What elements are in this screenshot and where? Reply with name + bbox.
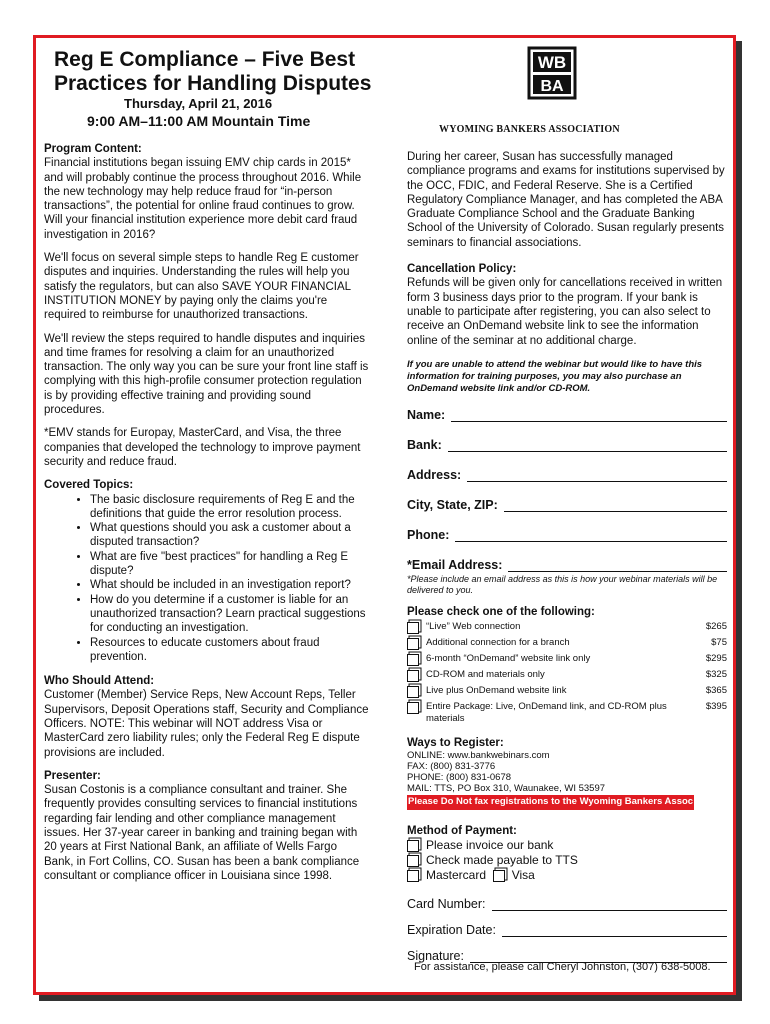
checkbox[interactable] bbox=[407, 855, 419, 867]
city-state-zip-field[interactable]: City, State, ZIP: bbox=[407, 494, 727, 512]
way-fax: FAX: (800) 831-3776 bbox=[407, 761, 496, 773]
topic-item: • What should be included in an investigation report? bbox=[90, 578, 369, 592]
topic-item: • Resources to educate customers about fraud prevention. bbox=[90, 636, 369, 665]
association-name: WYOMING BANKERS ASSOCIATION bbox=[439, 124, 620, 135]
email-field[interactable]: *Email Address: bbox=[407, 554, 727, 572]
pay-card-options[interactable]: Mastercard Visa bbox=[407, 868, 727, 883]
event-date: Thursday, April 21, 2016 bbox=[124, 96, 273, 111]
checkbox[interactable] bbox=[407, 702, 419, 714]
attend-heading: Who Should Attend: bbox=[44, 675, 155, 688]
program-paragraph: We'll review the steps required to handle disputes and inquiries and time frames for resolving a claim for an unauthorized transaction. The only way you can be sure your front line staff is complying with this high-profile consumer protection regulation is by providing effective training and providing sound procedures. bbox=[44, 332, 369, 417]
signature-field[interactable]: Signature: bbox=[407, 945, 727, 963]
options-heading: Please check one of the following: bbox=[407, 605, 595, 618]
address-field[interactable]: Address: bbox=[407, 464, 727, 482]
checkbox[interactable] bbox=[407, 670, 419, 682]
program-heading: Program Content: bbox=[44, 143, 142, 155]
way-mail: MAIL: TTS, PO Box 310, Waunakee, WI 53597 bbox=[407, 783, 606, 795]
checkbox[interactable] bbox=[407, 686, 419, 698]
cancellation-heading: Cancellation Policy: bbox=[407, 263, 517, 276]
pay-check-option[interactable]: Check made payable to TTS bbox=[407, 853, 727, 868]
presenter-text: Susan Costonis is a compliance consultant and trainer. She frequently provides consulting services to financial institutions regarding fair lending and other compliance management issues. Her 37-year career in banking and training began with 20 years at First National Bank, an affiliate of Wells Fargo Bank, in Fort Collins, CO. Susan has been a bank compliance consultant or compliance officer in Louisiana since 1998. bbox=[44, 784, 360, 882]
wba-logo bbox=[526, 45, 578, 101]
presenter-bio: During her career, Susan has successfully managed compliance programs and exams for institutions supervised by the OCC, FDIC, and Federal Reserve. She is a Certified Regulatory Compliance Manager, and has completed the ABA Graduate Compliance School and the Graduate Banking School of the University of Colorado. Susan regularly presents seminars to financial associations. bbox=[407, 151, 725, 249]
bank-field[interactable]: Bank: bbox=[407, 434, 727, 452]
topics-heading: Covered Topics: bbox=[44, 479, 134, 492]
checkbox[interactable] bbox=[407, 638, 419, 650]
right-column bbox=[407, 150, 727, 975]
pay-invoice-option[interactable]: Please invoice our bank bbox=[407, 838, 727, 853]
topics-list bbox=[44, 493, 369, 665]
emv-footnote: *EMV stands for Europay, MasterCard, and Visa, the three companies that developed the technology to improve payment security and reduce fraud. bbox=[44, 427, 361, 468]
checkbox[interactable] bbox=[407, 654, 419, 666]
way-phone: PHONE: (800) 831-0678 bbox=[407, 772, 512, 784]
checkbox[interactable] bbox=[407, 870, 419, 882]
option-branch[interactable]: Additional connection for a branch $75 bbox=[407, 637, 727, 650]
option-live[interactable]: “Live” Web connection $265 bbox=[407, 621, 727, 634]
card-number-field[interactable]: Card Number: bbox=[407, 893, 727, 911]
topic-item: • What questions should you ask a customer about a disputed transaction? bbox=[90, 521, 369, 550]
logo-text-bottom: BA bbox=[540, 78, 564, 95]
page-title: Reg E Compliance – Five Best Practices for Handling Disputes bbox=[54, 48, 372, 95]
option-cdrom[interactable]: CD-ROM and materials only $325 bbox=[407, 669, 727, 682]
checkbox[interactable] bbox=[407, 840, 419, 852]
cancellation-text: Refunds will be given only for cancellations received in written form 3 business days prior to the program. If your bank is unable to participate after registering, you can also select to receive an OnDemand website link to see the information online of the seminar at no additional charge. bbox=[407, 277, 723, 347]
program-paragraph: We'll focus on several simple steps to handle Reg E customer disputes and inquiries. Understanding the rules will help you satisfy the regulators, but can also SAVE YOUR FINANCIAL INSTITUTION MONEY by paying only the claims you're required to reimburse for unauthorized transactions. bbox=[44, 252, 359, 322]
no-fax-warning: Please Do Not fax registrations to the Wyoming Bankers Assoc bbox=[407, 795, 694, 809]
topic-item: • How do you determine if a customer is liable for an unauthorized transaction? Learn practical suggestions for conducting an investigation. bbox=[90, 593, 369, 636]
option-live-ondemand[interactable]: Live plus OnDemand website link $365 bbox=[407, 685, 727, 698]
expiration-date-field[interactable]: Expiration Date: bbox=[407, 919, 727, 937]
presenter-heading: Presenter: bbox=[44, 769, 101, 782]
attend-text: Customer (Member) Service Reps, New Account Reps, Teller Supervisors, Deposit Operations staff, Security and Compliance Officers. NOTE: This webinar will NOT address Visa or MasterCard zero liability rules; only the Federal Reg E dispute provisions are included. bbox=[44, 689, 369, 759]
checkbox[interactable] bbox=[407, 622, 419, 634]
checkbox[interactable] bbox=[493, 870, 505, 882]
option-entire-package[interactable]: Entire Package: Live, OnDemand link, and CD-ROM plus materials $395 bbox=[407, 701, 727, 724]
email-note: *Please include an email address as this is how your webinar materials will be delivered to you. bbox=[407, 573, 718, 595]
left-column bbox=[44, 142, 369, 892]
way-online: ONLINE: www.bankwebinars.com bbox=[407, 750, 550, 762]
ways-list bbox=[407, 750, 727, 794]
option-ondemand[interactable]: 6-month “OnDemand” website link only $295 bbox=[407, 653, 727, 666]
ways-heading: Ways to Register: bbox=[407, 737, 504, 750]
name-field[interactable]: Name: bbox=[407, 404, 727, 422]
program-paragraph: Financial institutions began issuing EMV chip cards in 2015* and will probably continue the process throughout 2016. While the new technology may help reduce fraud for “in-person transactions”, the potential for online fraud continues to grow. Will your financial institution experience more debit card fraud investigation in 2016? bbox=[44, 157, 362, 241]
phone-field[interactable]: Phone: bbox=[407, 524, 727, 542]
logo-text-top: WB bbox=[537, 53, 567, 72]
event-time: 9:00 AM–11:00 AM Mountain Time bbox=[87, 113, 311, 129]
assistance-contact: For assistance, please call Cheryl Johnston, (307) 638-5008. bbox=[414, 961, 711, 973]
purchase-note: If you are unable to attend the webinar but would like to have this information for training purposes, you may also purchase an OnDemand website link and/or CD-ROM. bbox=[407, 358, 703, 394]
topic-item: • What are five "best practices" for handling a Reg E dispute? bbox=[90, 550, 369, 579]
payment-heading: Method of Payment: bbox=[407, 824, 517, 837]
topic-item: • The basic disclosure requirements of Reg E and the definitions that guide the error resolution process. bbox=[90, 493, 369, 522]
